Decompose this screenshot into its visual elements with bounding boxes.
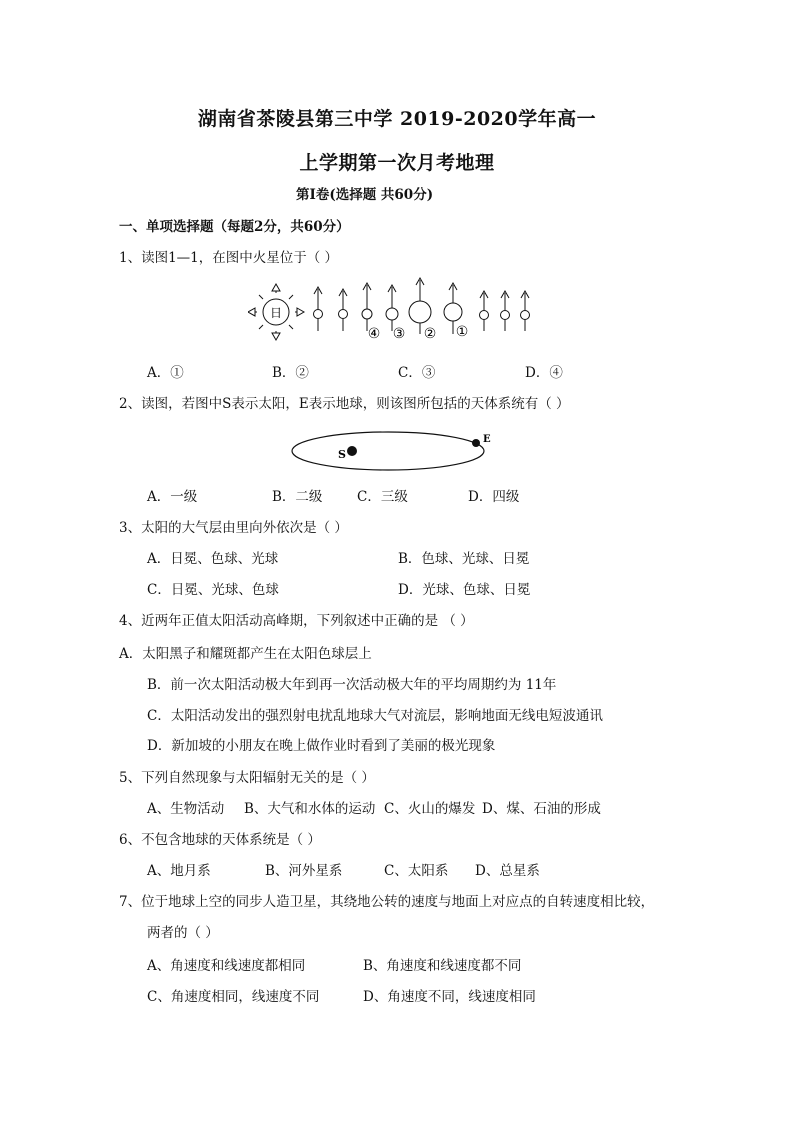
q2-option-b: B．二级	[272, 489, 323, 505]
volume-label: 第Ⅰ卷(选择题 共60分)	[296, 187, 434, 203]
q2-option-d: D．四级	[468, 489, 520, 505]
q4-option-a: A．太阳黑子和耀斑都产生在太阳色球层上	[119, 646, 372, 662]
planet-1-icon	[314, 287, 323, 331]
planet-4-icon	[386, 285, 398, 331]
question-1-stem: 1、读图1—1，在图中火星位于（ ）	[119, 250, 339, 266]
earth-dot	[472, 439, 480, 447]
s-label: S	[338, 448, 346, 461]
section-heading: 一、单项选择题（每题2分，共60分）	[119, 219, 350, 235]
question-4-stem: 4、近两年正值太阳活动高峰期，下列叙述中正确的是 （ ）	[119, 613, 474, 629]
q1-option-d: D．④	[525, 365, 563, 381]
q3-option-d: D．光球、色球、日冕	[398, 582, 531, 598]
exam-title-line2: 上学期第一次月考地理	[299, 152, 495, 174]
q6-option-c: C、太阳系	[384, 863, 449, 879]
planet-2-icon	[339, 289, 348, 331]
mark-1: ①	[455, 324, 469, 340]
q6-option-d: D、总星系	[475, 863, 540, 879]
q5-option-a: A、生物活动	[147, 801, 225, 817]
q2-option-c: C．三级	[357, 489, 408, 505]
q3-option-c: C．日冕、光球、色球	[147, 582, 279, 598]
question-2-stem: 2、读图，若图中S表示太阳，E表示地球，则该图所包括的天体系统有（ ）	[119, 396, 570, 412]
mark-2: ②	[423, 326, 437, 342]
planet-3-icon	[362, 283, 372, 331]
q3-option-a: A．日冕、色球、光球	[147, 551, 279, 567]
q3-option-b: B．色球、光球、日冕	[398, 551, 530, 567]
sun-dot	[347, 446, 357, 456]
q7-option-b: B、角速度和线速度都不同	[363, 958, 522, 974]
question-6-stem: 6、不包含地球的天体系统是（ ）	[119, 832, 321, 848]
q6-option-a: A、地月系	[147, 863, 211, 879]
q1-option-a: A．①	[147, 365, 184, 381]
mark-4: ④	[367, 326, 381, 342]
q2-option-a: A．一级	[147, 489, 198, 505]
e-label: E	[483, 434, 491, 445]
planet-7-icon	[480, 291, 489, 331]
planet-8-icon	[501, 291, 510, 331]
q1-option-b: B．②	[272, 365, 309, 381]
q5-option-c: C、火山的爆发	[384, 801, 476, 817]
question-7-stem-line1: 7、位于地球上空的同步人造卫星，其绕地公转的速度与地面上对应点的自转速度相比较，	[119, 894, 655, 910]
sun-label: 日	[269, 306, 283, 320]
q4-option-d: D．新加坡的小朋友在晚上做作业时看到了美丽的极光现象	[147, 738, 496, 754]
question-7-stem-line2: 两者的（ ）	[147, 925, 219, 941]
q1-option-c: C．③	[398, 365, 436, 381]
q6-option-b: B、河外星系	[265, 863, 343, 879]
q7-option-c: C、角速度相同，线速度不同	[147, 989, 320, 1005]
q4-option-b: B．前一次太阳活动极大年到再一次活动极大年的平均周期约为 11年	[147, 677, 557, 693]
q7-option-a: A、角速度和线速度都相同	[147, 958, 306, 974]
question-5-stem: 5、下列自然现象与太阳辐射无关的是（ ）	[119, 770, 375, 786]
solar-system-figure	[248, 274, 538, 346]
exam-title-line1: 湖南省茶陵县第三中学 2019-2020学年高一	[197, 108, 597, 130]
q7-option-d: D、角速度不同，线速度相同	[363, 989, 536, 1005]
orbit-figure	[288, 428, 494, 474]
question-3-stem: 3、太阳的大气层由里向外依次是（ ）	[119, 520, 348, 536]
q5-option-d: D、煤、石油的形成	[482, 801, 601, 817]
planet-9-icon	[521, 291, 530, 331]
q4-option-c: C．太阳活动发出的强烈射电扰乱地球大气对流层，影响地面无线电短波通讯	[147, 708, 603, 724]
mark-3: ③	[392, 326, 406, 342]
q5-option-b: B、大气和水体的运动	[244, 801, 376, 817]
